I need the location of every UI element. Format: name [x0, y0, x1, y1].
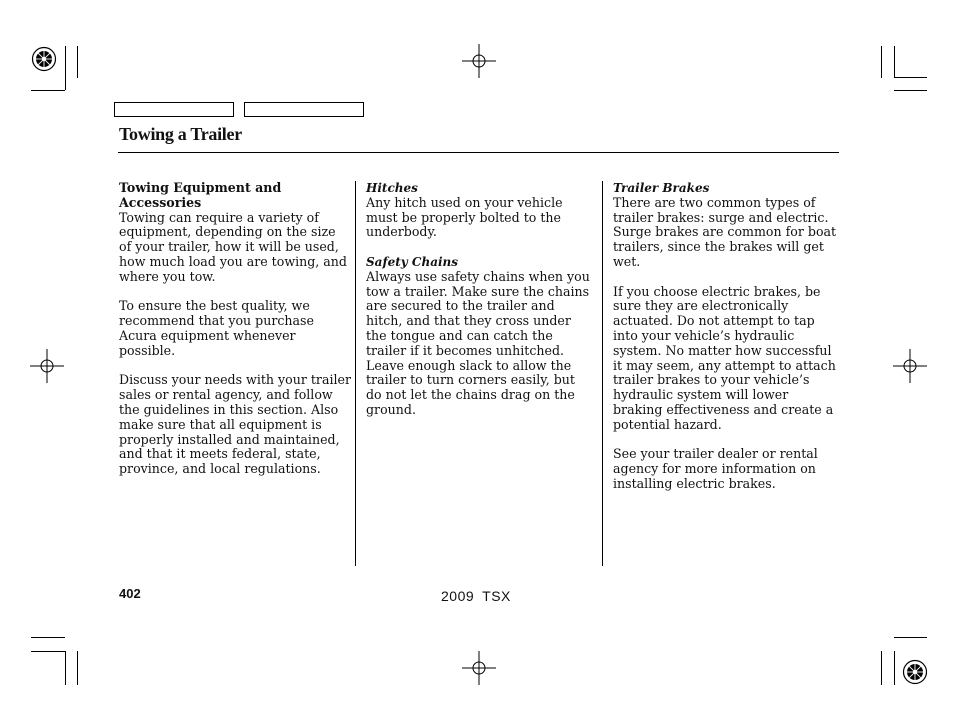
registration-starburst-icon — [31, 46, 57, 72]
body-paragraph: If you choose electric brakes, be sure they are electronically actuated. Do not attempt to tap into your vehicle’s hydraulic system. No matter how successful it may seem, any attempt to attach trailer brakes to your vehicle’s hydraulic system will lower braking effectiveness and create a potential hazard. — [613, 283, 836, 432]
body-paragraph: To ensure the best quality, we recommend that you purchase Acura equipment whenever possible. — [119, 298, 314, 358]
registration-crosshair-icon — [462, 651, 496, 685]
title-rule — [118, 152, 839, 153]
body-paragraph: Always use safety chains when you tow a trailer. Make sure the chains are secured to the trailer and hitch, and that they cross under the tongue and can catch the trailer if it becomes unhitched. Leave enough slack to allow the trailer to turn corners easily, but do not let the chains drag on the ground. — [366, 268, 590, 417]
page-title: Towing a Trailer — [119, 124, 242, 144]
column-divider — [602, 181, 603, 566]
page-number: 402 — [119, 586, 141, 601]
body-paragraph: Discuss your needs with your trailer sales or rental agency, and follow the guidelines in this section. Also make sure that all equipment is properly installed and maintained, and that it meets federal, state, province, and local regulations. — [119, 372, 351, 477]
registration-starburst-icon — [902, 659, 928, 685]
registration-crosshair-icon — [462, 44, 496, 78]
registration-crosshair-icon — [893, 349, 927, 383]
model-year: 2009 — [441, 588, 475, 604]
body-paragraph: Towing can require a variety of equipment, depending on the size of your trailer, how it will be used, how much load you are towing, and where you tow. — [119, 209, 347, 284]
subsection-heading: Trailer Brakes — [613, 181, 710, 195]
section-tab-box — [244, 102, 364, 117]
column-divider — [355, 181, 356, 566]
column-right — [613, 181, 841, 492]
registration-crosshair-icon — [30, 349, 64, 383]
column-left — [119, 181, 351, 477]
section-tab-box — [114, 102, 234, 117]
body-paragraph: Any hitch used on your vehicle must be properly bolted to the underbody. — [366, 194, 563, 240]
model-name: TSX — [482, 588, 511, 604]
model-label — [441, 588, 511, 604]
body-paragraph: There are two common types of trailer brakes: surge and electric. Surge brakes are common for boat trailers, since the brakes will get wet. — [613, 194, 837, 269]
column-middle — [366, 181, 594, 418]
subsection-heading: Safety Chains — [366, 254, 459, 269]
section-heading: Towing Equipment and Accessories — [119, 180, 282, 210]
body-paragraph: See your trailer dealer or rental agency for more information on installing electric brakes. — [613, 446, 818, 491]
subsection-heading: Hitches — [366, 181, 418, 195]
